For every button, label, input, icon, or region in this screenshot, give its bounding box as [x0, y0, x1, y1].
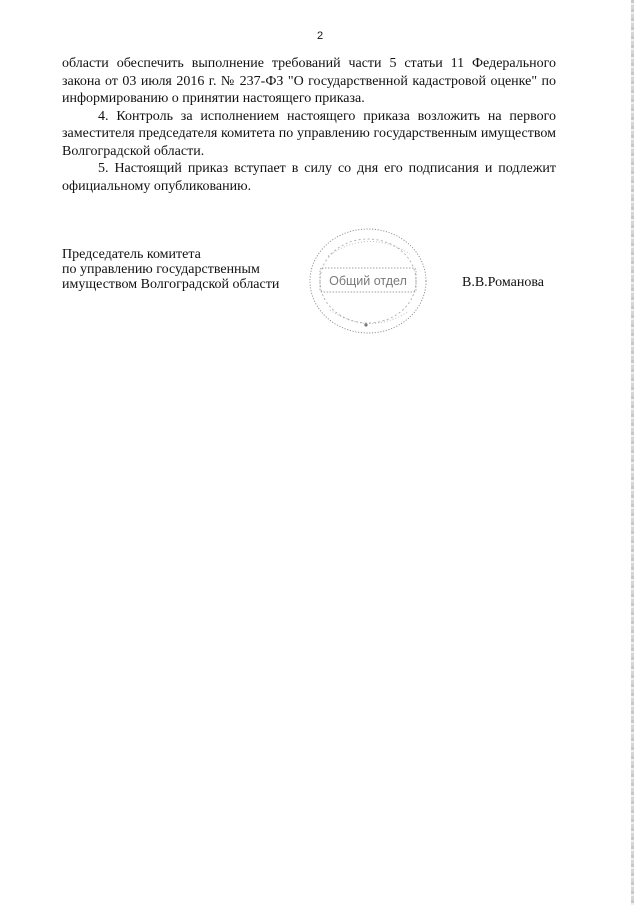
scan-edge-artifact: [631, 0, 634, 905]
paragraph-continued: области обеспечить выполнение требований части 5 статьи 11 Федерального закона от 03 июля 2016 г. № 237-ФЗ "О государственной кадастровой оценке" по информированию о принятии настоящего приказа.: [62, 56, 556, 106]
document-body: [62, 55, 556, 195]
signature-position-block: [62, 247, 279, 292]
paragraph-item-5: 5. Настоящий приказ вступает в силу со дня его подписания и подлежит официальному опубликованию.: [62, 161, 556, 194]
signature-position-line: Председатель комитета: [62, 247, 201, 262]
stamp-text: Общий отдел: [329, 274, 407, 288]
official-stamp: [306, 226, 431, 338]
signature-position-line: по управлению государственным: [62, 262, 260, 277]
page-number: 2: [316, 30, 324, 42]
signature-position-line: имуществом Волгоградской области: [62, 277, 280, 292]
signer-name: В.В.Романова: [462, 275, 544, 290]
paragraph-item-4: 4. Контроль за исполнением настоящего приказа возложить на первого заместителя председателя комитета по управлению государственным имуществом Волгоградской области.: [62, 108, 556, 159]
